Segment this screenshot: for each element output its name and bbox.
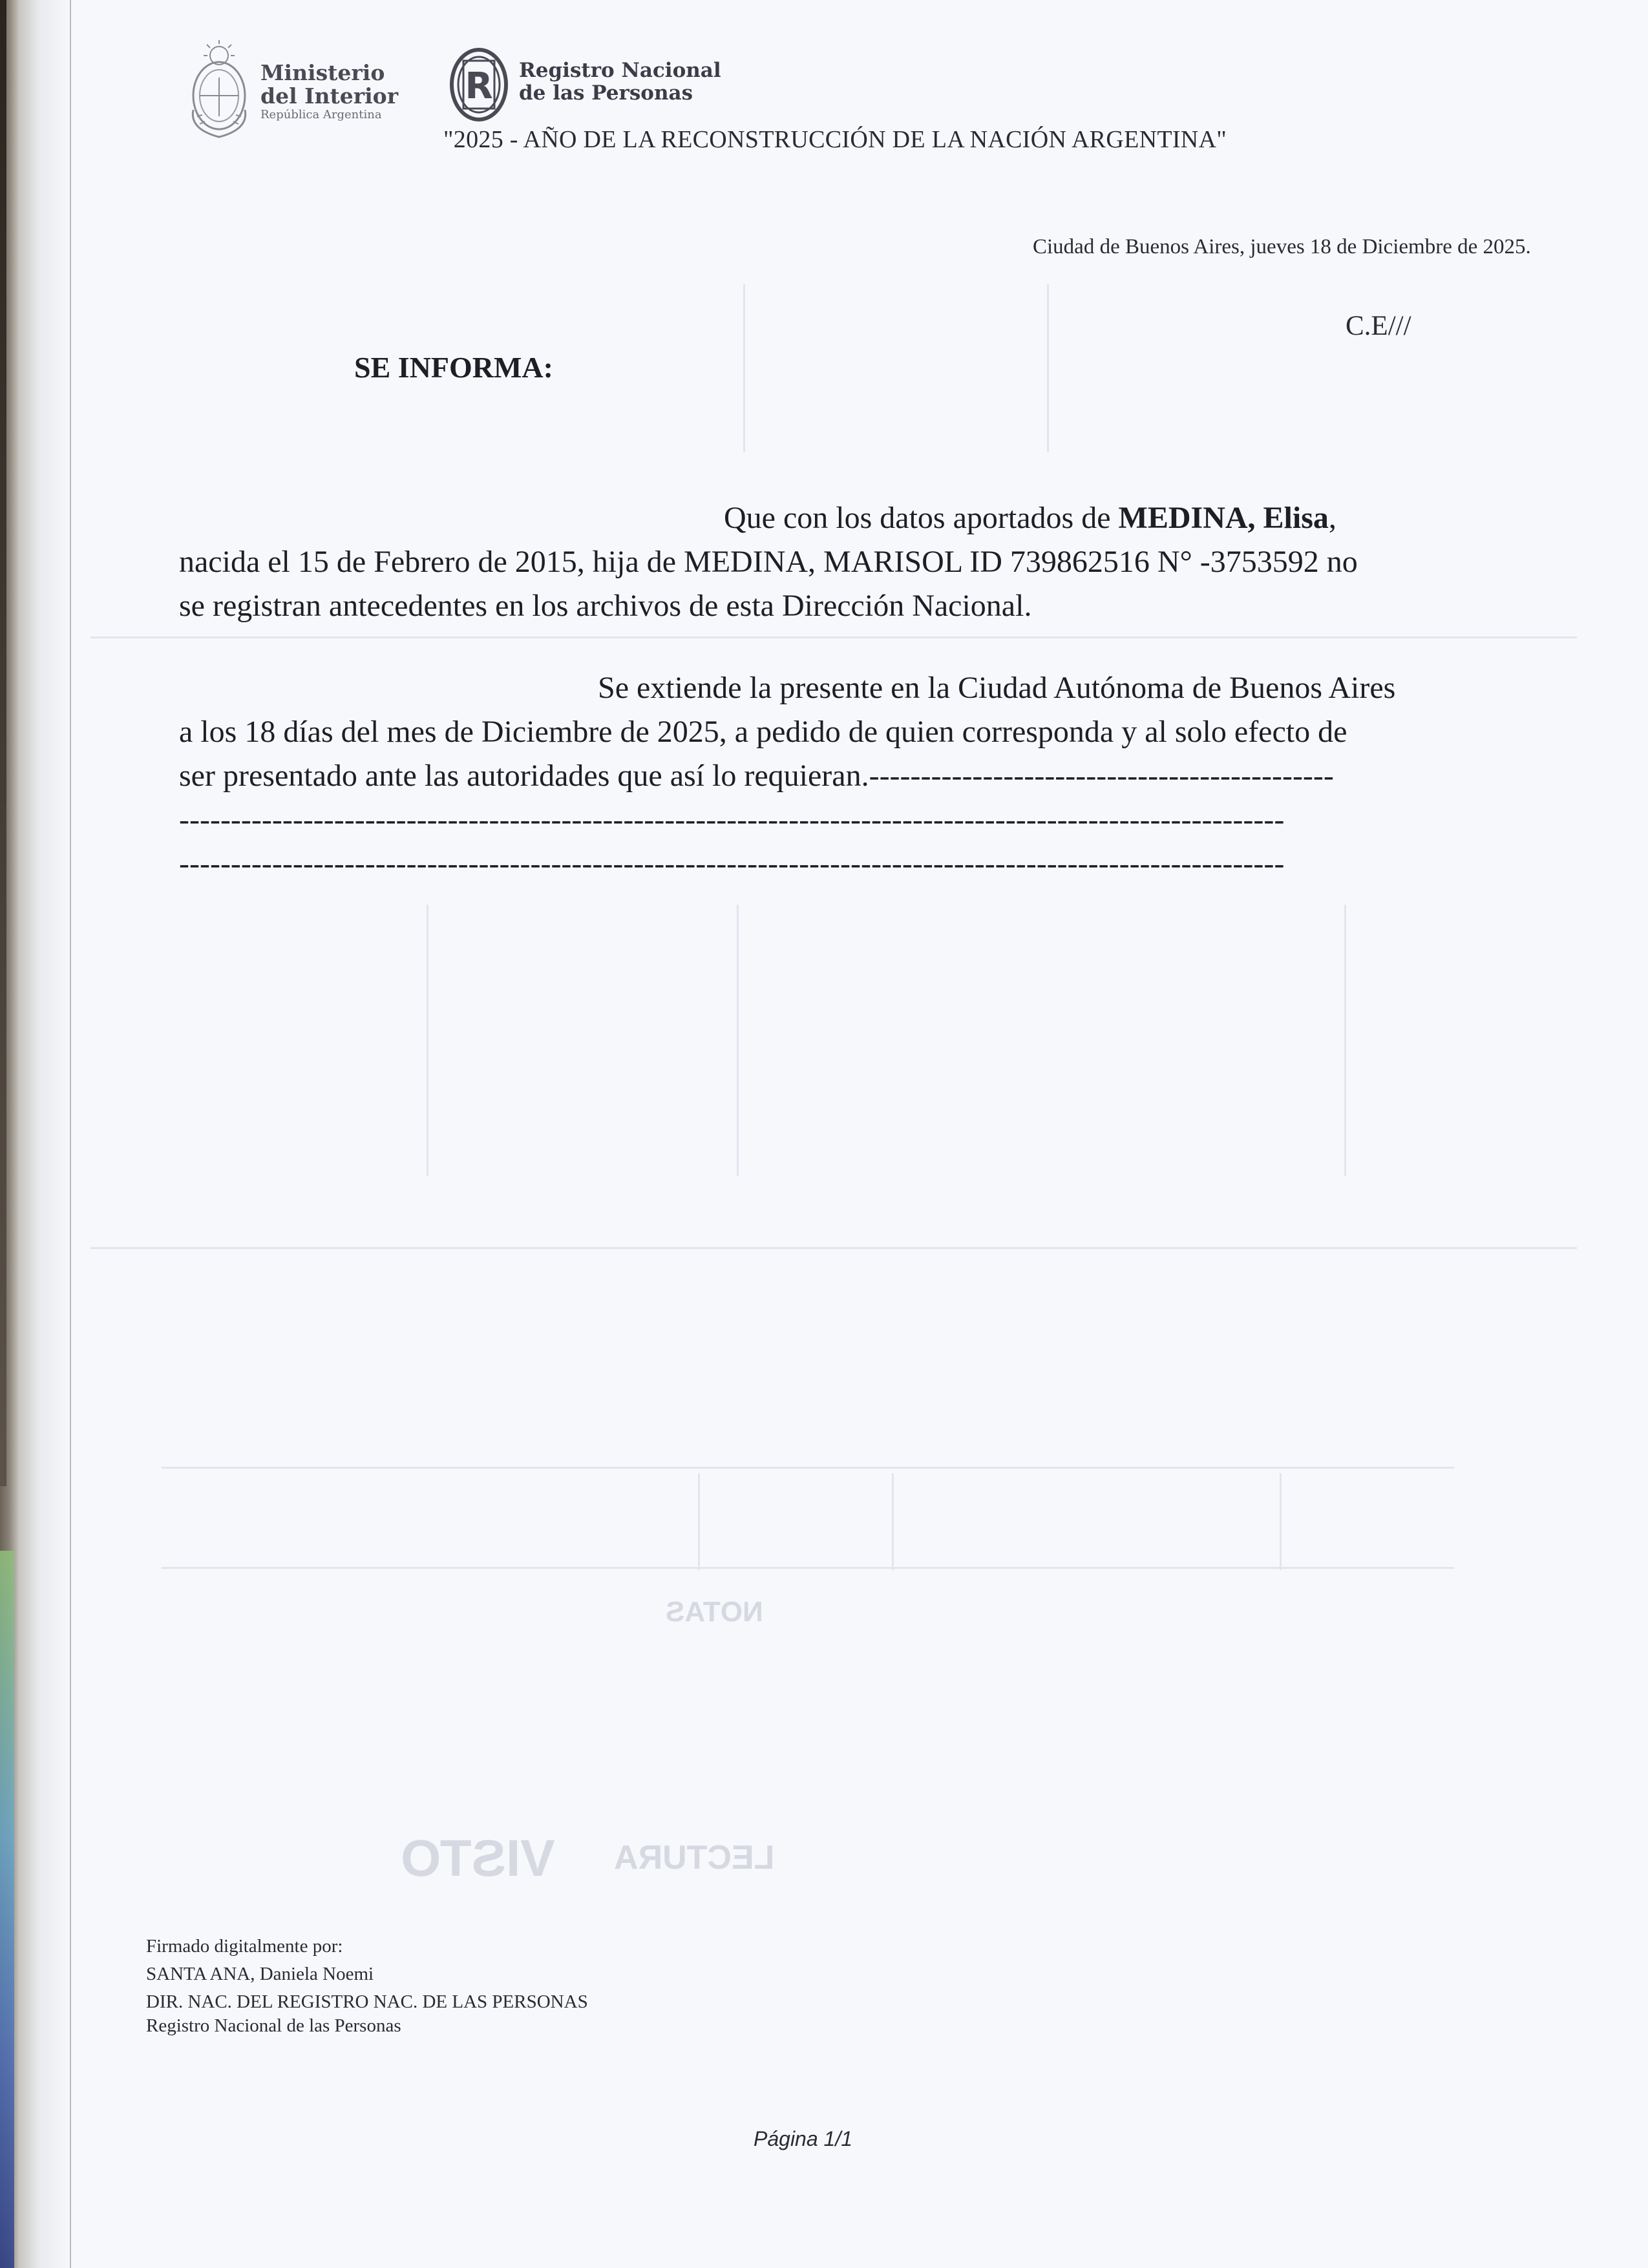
renaper-line2: de las Personas	[519, 81, 693, 105]
renaper-logo-icon	[449, 47, 509, 123]
date-line: Ciudad de Buenos Aires, jueves 18 de Diciembre de 2025.	[1033, 235, 1531, 258]
page-number: Página 1/1	[754, 2127, 853, 2150]
reference-code: C.E///	[1346, 311, 1411, 341]
document-heading: SE INFORMA:	[354, 351, 553, 384]
report-line1-prefix: Que con los datos aportados de	[724, 501, 1119, 535]
signer-name: SANTA ANA, Daniela Noemi	[146, 1964, 374, 1984]
signer-title: DIR. NAC. DEL REGISTRO NAC. DE LAS PERSONAS	[146, 1991, 588, 2012]
ministry-line3: República Argentina	[260, 108, 382, 121]
page-border	[70, 0, 71, 2268]
digital-signature-block	[146, 1935, 588, 2038]
coat-of-arms-icon	[184, 39, 254, 142]
report-line1	[179, 496, 1530, 540]
report-line2: nacida el 15 de Febrero de 2015, hija de MEDINA, MARISOL ID 739862516 N° -3753592 no	[179, 545, 1358, 579]
ministry-line1: Ministerio	[260, 60, 385, 85]
report-line1-suffix: ,	[1328, 501, 1336, 535]
renaper-logo-text	[519, 59, 721, 105]
issuance-line3: ser presentado ante las autoridades que así lo requieran.---------------------------------------------	[179, 759, 1334, 793]
year-banner: "2025 - AÑO DE LA RECONSTRUCCIÓN DE LA NACIÓN ARGENTINA"	[443, 126, 1227, 153]
ministry-line2: del Interior	[260, 83, 399, 109]
issuance-line1: Se extiende la presente en la Ciudad Autónoma de Buenos Aires	[598, 671, 1396, 705]
svg-text:R: R	[465, 65, 493, 107]
signature-label: Firmado digitalmente por:	[146, 1936, 343, 1957]
report-line3: se registran antecedentes en los archivos de esta Dirección Nacional.	[179, 589, 1032, 623]
issuance-line2: a los 18 días del mes de Diciembre de 2025, a pedido de quien corresponda y al solo efecto de	[179, 715, 1347, 749]
ministry-logo-text	[260, 61, 398, 122]
scan-edge-shadow	[0, 0, 6, 1486]
report-paragraph	[179, 496, 1530, 628]
scan-edge-color	[0, 1551, 14, 2268]
issuance-paragraph	[179, 666, 1530, 886]
signer-organization: Registro Nacional de las Personas	[146, 2015, 401, 2036]
dash-filler-line: -----------------------------------------------------------------------------------------------------------	[179, 846, 1285, 881]
dash-filler-line: -----------------------------------------------------------------------------------------------------------	[179, 803, 1285, 837]
subject-name: MEDINA, Elisa	[1118, 501, 1329, 535]
renaper-line1: Registro Nacional	[519, 59, 721, 82]
